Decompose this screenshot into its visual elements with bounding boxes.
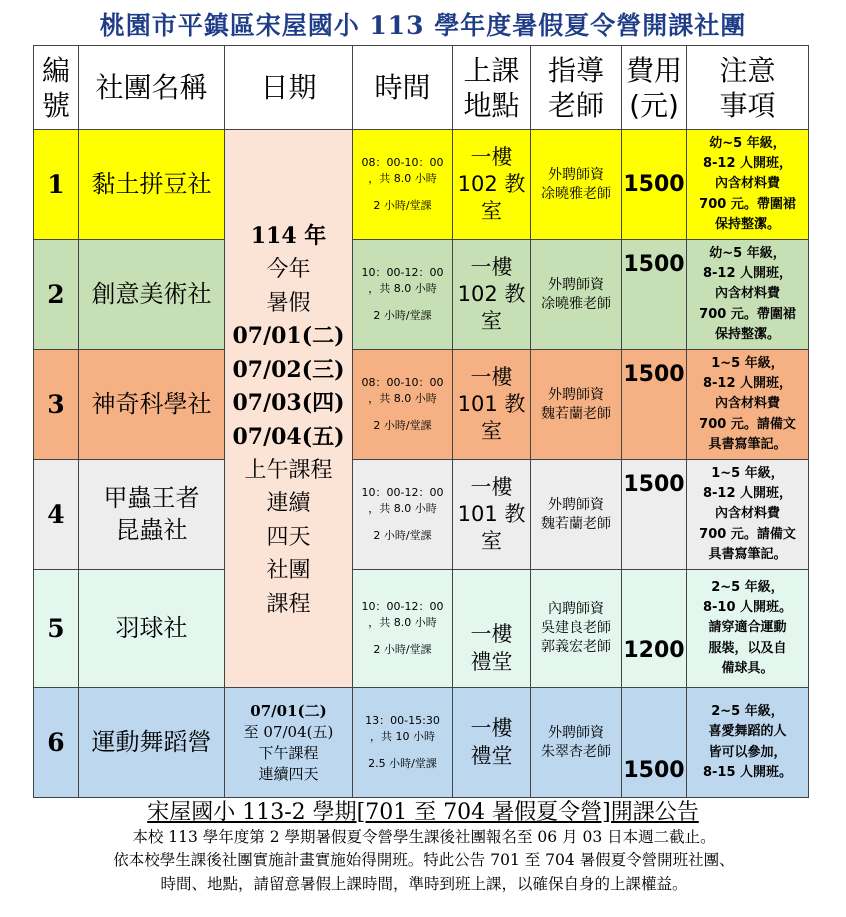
note-line: 具書寫筆記。 bbox=[708, 436, 787, 452]
header-teacher-line: 指導 bbox=[547, 53, 604, 87]
class-location bbox=[453, 130, 531, 240]
header-note-line: 事項 bbox=[719, 88, 776, 122]
location-line: 102 教 bbox=[457, 281, 526, 306]
time-total: ，共 8.0 小時 bbox=[368, 616, 437, 630]
notice-line: 本校 113 學年度第 2 學期暑假夏令營學生課後社團報名至 06 月 03 日本週二截止。 bbox=[132, 828, 716, 846]
note bbox=[687, 688, 809, 798]
teacher-line: 外聘師資 bbox=[548, 724, 604, 741]
location-line: 一樓 bbox=[470, 144, 513, 169]
time-total: ，共 8.0 小時 bbox=[368, 502, 437, 516]
club-name-line: 羽球社 bbox=[115, 613, 188, 642]
notice-line: 時間、地點，請留意暑假上課時間，準時到班上課，以確保自身的上課權益。 bbox=[160, 874, 688, 893]
location-line: 室 bbox=[481, 309, 502, 334]
header-fee-line: 費用 bbox=[625, 53, 682, 87]
table-row bbox=[34, 688, 809, 798]
header-fee bbox=[622, 46, 687, 130]
note-line: 備球具。 bbox=[721, 660, 774, 676]
teacher bbox=[531, 240, 622, 350]
teacher-line: 吳建良老師 bbox=[541, 620, 611, 637]
row-number: 5 bbox=[34, 570, 79, 688]
note-line: 700 元。帶圍裙 bbox=[699, 306, 796, 322]
date-line: 114 年 bbox=[250, 222, 327, 249]
class-location bbox=[453, 460, 531, 570]
location-line: 室 bbox=[481, 199, 502, 224]
location-line: 一樓 bbox=[470, 364, 513, 389]
note-line: 保持整潔。 bbox=[714, 326, 780, 342]
location-line: 一樓 bbox=[470, 716, 513, 741]
header-teacher-line: 老師 bbox=[547, 88, 604, 122]
date-line: 下午課程 bbox=[258, 743, 319, 762]
teacher bbox=[531, 688, 622, 798]
location-line: 禮堂 bbox=[470, 649, 513, 674]
time-total: ，共 8.0 小時 bbox=[368, 392, 437, 406]
note bbox=[687, 130, 809, 240]
fee: 1200 bbox=[622, 570, 687, 688]
class-location bbox=[453, 240, 531, 350]
note-line: 8-10 人開班。 bbox=[702, 600, 793, 616]
class-time bbox=[353, 350, 453, 460]
class-location bbox=[453, 570, 531, 688]
fee: 1500 bbox=[622, 240, 687, 350]
date-line: 07/04(五) bbox=[232, 423, 345, 450]
note-line: 8-12 人開班， bbox=[702, 376, 793, 392]
date-line: 課程 bbox=[266, 591, 311, 617]
time-range: 13：00-15:30 bbox=[365, 713, 440, 727]
club-name bbox=[79, 240, 225, 350]
header-name: 社團名稱 bbox=[79, 46, 225, 130]
time-per-session: 2 小時/堂課 bbox=[373, 198, 432, 212]
note bbox=[687, 240, 809, 350]
club-name-line: 創意美術社 bbox=[91, 279, 212, 308]
location-line: 禮堂 bbox=[470, 743, 513, 768]
time-per-session: 2 小時/堂課 bbox=[373, 528, 432, 542]
header-num bbox=[34, 46, 79, 130]
class-location bbox=[453, 688, 531, 798]
location-line: 室 bbox=[481, 419, 502, 444]
teacher bbox=[531, 570, 622, 688]
class-time bbox=[353, 130, 453, 240]
camp-schedule-table bbox=[33, 45, 809, 798]
club-name-line: 昆蟲社 bbox=[115, 515, 188, 544]
header-location bbox=[453, 46, 531, 130]
teacher-line: 凃曉雅老師 bbox=[541, 295, 611, 312]
note-line: 內含材料費 bbox=[714, 176, 780, 192]
header-time: 時間 bbox=[353, 46, 453, 130]
location-line: 一樓 bbox=[470, 474, 513, 499]
teacher-line: 外聘師資 bbox=[548, 166, 604, 183]
row-number: 1 bbox=[34, 130, 79, 240]
note-line: 內含材料費 bbox=[714, 286, 780, 302]
time-range: 08：00-10：00 bbox=[361, 155, 444, 169]
fee: 1500 bbox=[622, 688, 687, 798]
fee: 1500 bbox=[622, 350, 687, 460]
time-per-session: 2.5 小時/堂課 bbox=[368, 756, 437, 770]
time-range: 10：00-12：00 bbox=[361, 265, 444, 279]
class-time bbox=[353, 460, 453, 570]
teacher-line: 內聘師資 bbox=[548, 601, 604, 618]
note bbox=[687, 570, 809, 688]
time-range: 10：00-12：00 bbox=[361, 599, 444, 613]
club-name bbox=[79, 460, 225, 570]
notice-body bbox=[8, 826, 840, 896]
header-location-line: 地點 bbox=[463, 88, 520, 122]
class-time bbox=[353, 570, 453, 688]
note-line: 700 元。請備文 bbox=[699, 526, 796, 542]
row-date bbox=[225, 688, 353, 798]
teacher bbox=[531, 460, 622, 570]
time-total: ，共 8.0 小時 bbox=[368, 172, 437, 186]
note-line: 服裝，以及自 bbox=[708, 640, 787, 656]
fee: 1500 bbox=[622, 130, 687, 240]
note-line: 皆可以參加， bbox=[708, 744, 787, 760]
teacher-line: 外聘師資 bbox=[548, 276, 604, 293]
header-num-line: 號 bbox=[41, 88, 70, 122]
header-date: 日期 bbox=[225, 46, 353, 130]
club-name bbox=[79, 130, 225, 240]
teacher-line: 魏若蘭老師 bbox=[541, 405, 611, 422]
class-time bbox=[353, 688, 453, 798]
date-line: 至 07/04(五) bbox=[243, 722, 334, 741]
club-name-line: 運動舞蹈營 bbox=[91, 727, 212, 756]
table-row bbox=[34, 460, 809, 570]
header-num-line: 編 bbox=[41, 53, 70, 87]
club-name-line: 甲蟲王者 bbox=[103, 484, 200, 513]
location-line: 室 bbox=[481, 529, 502, 554]
table-row bbox=[34, 240, 809, 350]
note-line: 8-12 人開班， bbox=[702, 486, 793, 502]
fee: 1500 bbox=[622, 460, 687, 570]
date-line: 07/02(三) bbox=[232, 356, 345, 383]
notice-line: 依本校學生課後社團實施計畫實施始得開班。特此公告 701 至 704 暑假夏令營開班社團、 bbox=[113, 851, 735, 870]
header-location-line: 上課 bbox=[463, 53, 520, 87]
location-line: 102 教 bbox=[457, 171, 526, 196]
note-line: 保持整潔。 bbox=[714, 216, 780, 232]
note-line: 700 元。請備文 bbox=[699, 416, 796, 432]
note-line: 8-12 人開班， bbox=[702, 156, 793, 172]
teacher bbox=[531, 350, 622, 460]
date-line: 今年 bbox=[266, 257, 311, 283]
note-line: 具書寫筆記。 bbox=[708, 546, 787, 562]
date-line: 連續四天 bbox=[258, 764, 319, 783]
date-line: 暑假 bbox=[266, 290, 311, 316]
header-note-line: 注意 bbox=[719, 53, 776, 87]
location-line: 一樓 bbox=[470, 254, 513, 279]
row-number: 6 bbox=[34, 688, 79, 798]
row-number: 2 bbox=[34, 240, 79, 350]
note-line: 8-12 人開班， bbox=[702, 266, 793, 282]
header-teacher bbox=[531, 46, 622, 130]
page-title: 桃園市平鎮區宋屋國小 113 學年度暑假夏令營開課社團 bbox=[99, 11, 747, 40]
location-line: 101 教 bbox=[457, 501, 526, 526]
table-row bbox=[34, 570, 809, 688]
note-line: 2~5 年級， bbox=[711, 704, 784, 720]
teacher-line: 朱翠杏老師 bbox=[541, 743, 611, 760]
teacher-line: 外聘師資 bbox=[548, 496, 604, 513]
teacher bbox=[531, 130, 622, 240]
time-range: 10：00-12：00 bbox=[361, 485, 444, 499]
shared-date-cell bbox=[225, 130, 353, 688]
teacher-line: 凃曉雅老師 bbox=[541, 185, 611, 202]
note-line: 喜愛舞蹈的人 bbox=[708, 724, 787, 740]
note-line: 幼~5 年級， bbox=[709, 136, 786, 152]
row-number: 3 bbox=[34, 350, 79, 460]
note-line: 1~5 年級， bbox=[711, 356, 784, 372]
club-name bbox=[79, 350, 225, 460]
date-line: 上午課程 bbox=[244, 457, 333, 483]
teacher-line: 魏若蘭老師 bbox=[541, 515, 611, 532]
notice-title: 宋屋國小 113-2 學期[701 至 704 暑假夏令營]開課公告 bbox=[147, 800, 699, 825]
table-row bbox=[34, 130, 809, 240]
time-total: ，共 10 小時 bbox=[370, 730, 435, 744]
note-line: 1~5 年級， bbox=[711, 466, 784, 482]
class-time bbox=[353, 240, 453, 350]
time-per-session: 2 小時/堂課 bbox=[373, 308, 432, 322]
header-row bbox=[34, 46, 809, 130]
note-line: 2~5 年級， bbox=[711, 580, 784, 596]
note-line: 內含材料費 bbox=[714, 396, 780, 412]
note-line: 幼~5 年級， bbox=[709, 246, 786, 262]
date-line: 07/03(四) bbox=[232, 390, 345, 417]
location-line: 一樓 bbox=[470, 622, 513, 647]
note-line: 8-15 人開班。 bbox=[702, 764, 793, 780]
date-line: 社團 bbox=[266, 558, 311, 584]
location-line: 101 教 bbox=[457, 391, 526, 416]
club-name-line: 黏土拼豆社 bbox=[91, 169, 212, 198]
date-line: 四天 bbox=[266, 524, 311, 550]
note-line: 請穿適合運動 bbox=[708, 620, 787, 636]
header-note bbox=[687, 46, 809, 130]
class-location bbox=[453, 350, 531, 460]
table-row bbox=[34, 350, 809, 460]
note-line: 內含材料費 bbox=[714, 506, 780, 522]
teacher-line: 外聘師資 bbox=[548, 386, 604, 403]
time-per-session: 2 小時/堂課 bbox=[373, 642, 432, 656]
club-name bbox=[79, 570, 225, 688]
time-range: 08：00-10：00 bbox=[361, 375, 444, 389]
date-line: 07/01(二) bbox=[250, 701, 327, 720]
note-line: 700 元。帶圍裙 bbox=[699, 196, 796, 212]
date-line: 07/01(二) bbox=[232, 323, 345, 350]
header-fee-line: (元) bbox=[629, 88, 679, 122]
time-per-session: 2 小時/堂課 bbox=[373, 418, 432, 432]
club-name-line: 神奇科學社 bbox=[91, 389, 212, 418]
club-name bbox=[79, 688, 225, 798]
date-line: 連續 bbox=[266, 491, 311, 517]
time-total: ，共 8.0 小時 bbox=[368, 282, 437, 296]
row-number: 4 bbox=[34, 460, 79, 570]
note bbox=[687, 350, 809, 460]
teacher-line: 郭義宏老師 bbox=[541, 638, 611, 655]
note bbox=[687, 460, 809, 570]
